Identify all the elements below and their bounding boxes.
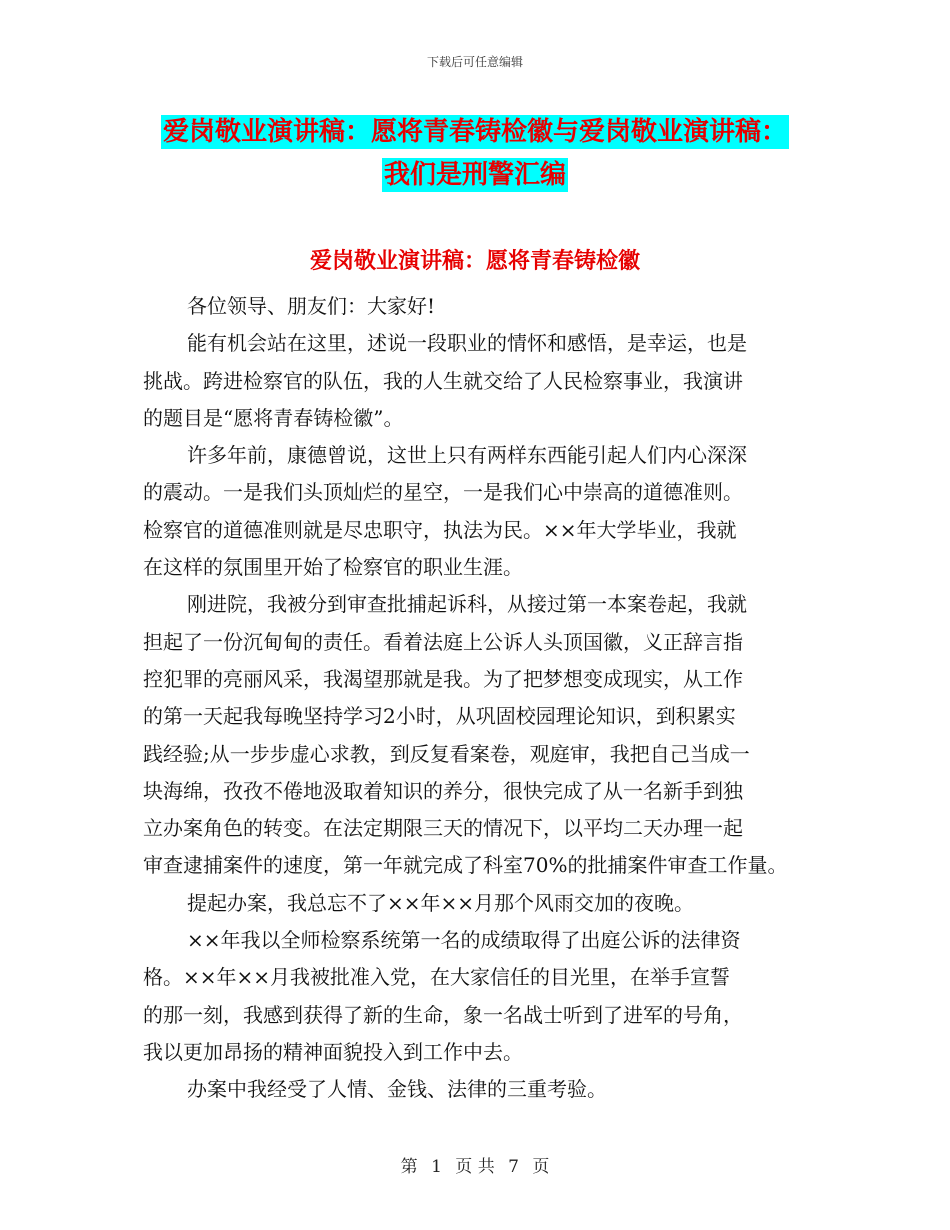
body-line: 刚进院，我被分到审查批捕起诉科，从接过第一本案卷起，我就	[187, 592, 747, 617]
document-title-text-1: 爱岗敬业演讲稿：愿将青春铸检徽与爱岗敬业演讲稿：	[162, 117, 787, 147]
body-text	[143, 288, 823, 1109]
document-title-line-2	[0, 155, 950, 195]
body-line: 挑战。跨进检察官的队伍，我的人生就交给了人民检察事业，我演讲	[143, 368, 743, 393]
section-title: 爱岗敬业演讲稿：愿将青春铸检徽	[309, 249, 640, 274]
body-line: 能有机会站在这里，述说一段职业的情怀和感悟，是幸运，也是	[187, 331, 747, 356]
body-line: 担起了一份沉甸甸的责任。看着法庭上公诉人头顶国徽，义正辞言指	[143, 629, 743, 654]
body-line: 检察官的道德准则就是尽忠职守，执法为民。××年大学毕业，我就	[143, 517, 737, 542]
document-title-line-1	[0, 112, 950, 152]
header-note: 下载后可任意编辑	[426, 55, 523, 69]
body-line: ××年我以全师检察系统第一名的成绩取得了出庭公诉的法律资	[187, 928, 741, 953]
body-line: 提起办案，我总忘不了××年××月那个风雨交加的夜晚。	[187, 890, 695, 915]
body-line: 格。××年××月我被批准入党，在大家信任的目光里，在举手宣誓	[143, 965, 731, 990]
body-line: 在这样的氛围里开始了检察官的职业生涯。	[143, 555, 523, 580]
body-line: 立办案角色的转变。在法定期限三天的情况下，以平均二天办理一起	[143, 816, 743, 841]
body-line: 践经验;从一步步虚心求教，到反复看案卷，观庭审，我把自己当成一	[143, 741, 750, 766]
footer-suffix: 页	[532, 1157, 550, 1177]
body-line: 块海绵，孜孜不倦地汲取着知识的养分，很快完成了从一名新手到独	[143, 778, 743, 803]
body-line: 的那一刻，我感到获得了新的生命，象一名战士听到了进军的号角，	[143, 1002, 743, 1027]
footer-middle: 页 共	[455, 1157, 495, 1177]
body-line: 许多年前，康德曾说，这世上只有两样东西能引起人们内心深深	[187, 443, 747, 468]
footer-prefix: 第	[400, 1157, 418, 1177]
footer-page-number: 1	[431, 1157, 442, 1177]
body-line: 的题目是“愿将青春铸检徽”。	[143, 405, 404, 430]
body-line: 控犯罪的亮丽风采，我渴望那就是我。为了把梦想变成现实，从工作	[143, 666, 743, 691]
body-line: 我以更加昂扬的精神面貌投入到工作中去。	[143, 1039, 523, 1064]
document-title-text-2: 我们是刑警汇编	[383, 160, 566, 190]
body-line: 各位领导、朋友们：大家好!	[187, 294, 436, 318]
body-line: 办案中我经受了人情、金钱、法律的三重考验。	[187, 1077, 607, 1102]
page-footer	[0, 1152, 950, 1177]
body-line: 的震动。一是我们头顶灿烂的星空，一是我们心中崇高的道德准则。	[143, 480, 743, 505]
body-line: 的第一天起我每晚坚持学习2小时，从巩固校园理论知识，到积累实	[143, 704, 736, 729]
body-line: 审查逮捕案件的速度，第一年就完成了科室70%的批捕案件审查工作量。	[143, 853, 788, 878]
footer-total-pages: 7	[508, 1157, 519, 1177]
